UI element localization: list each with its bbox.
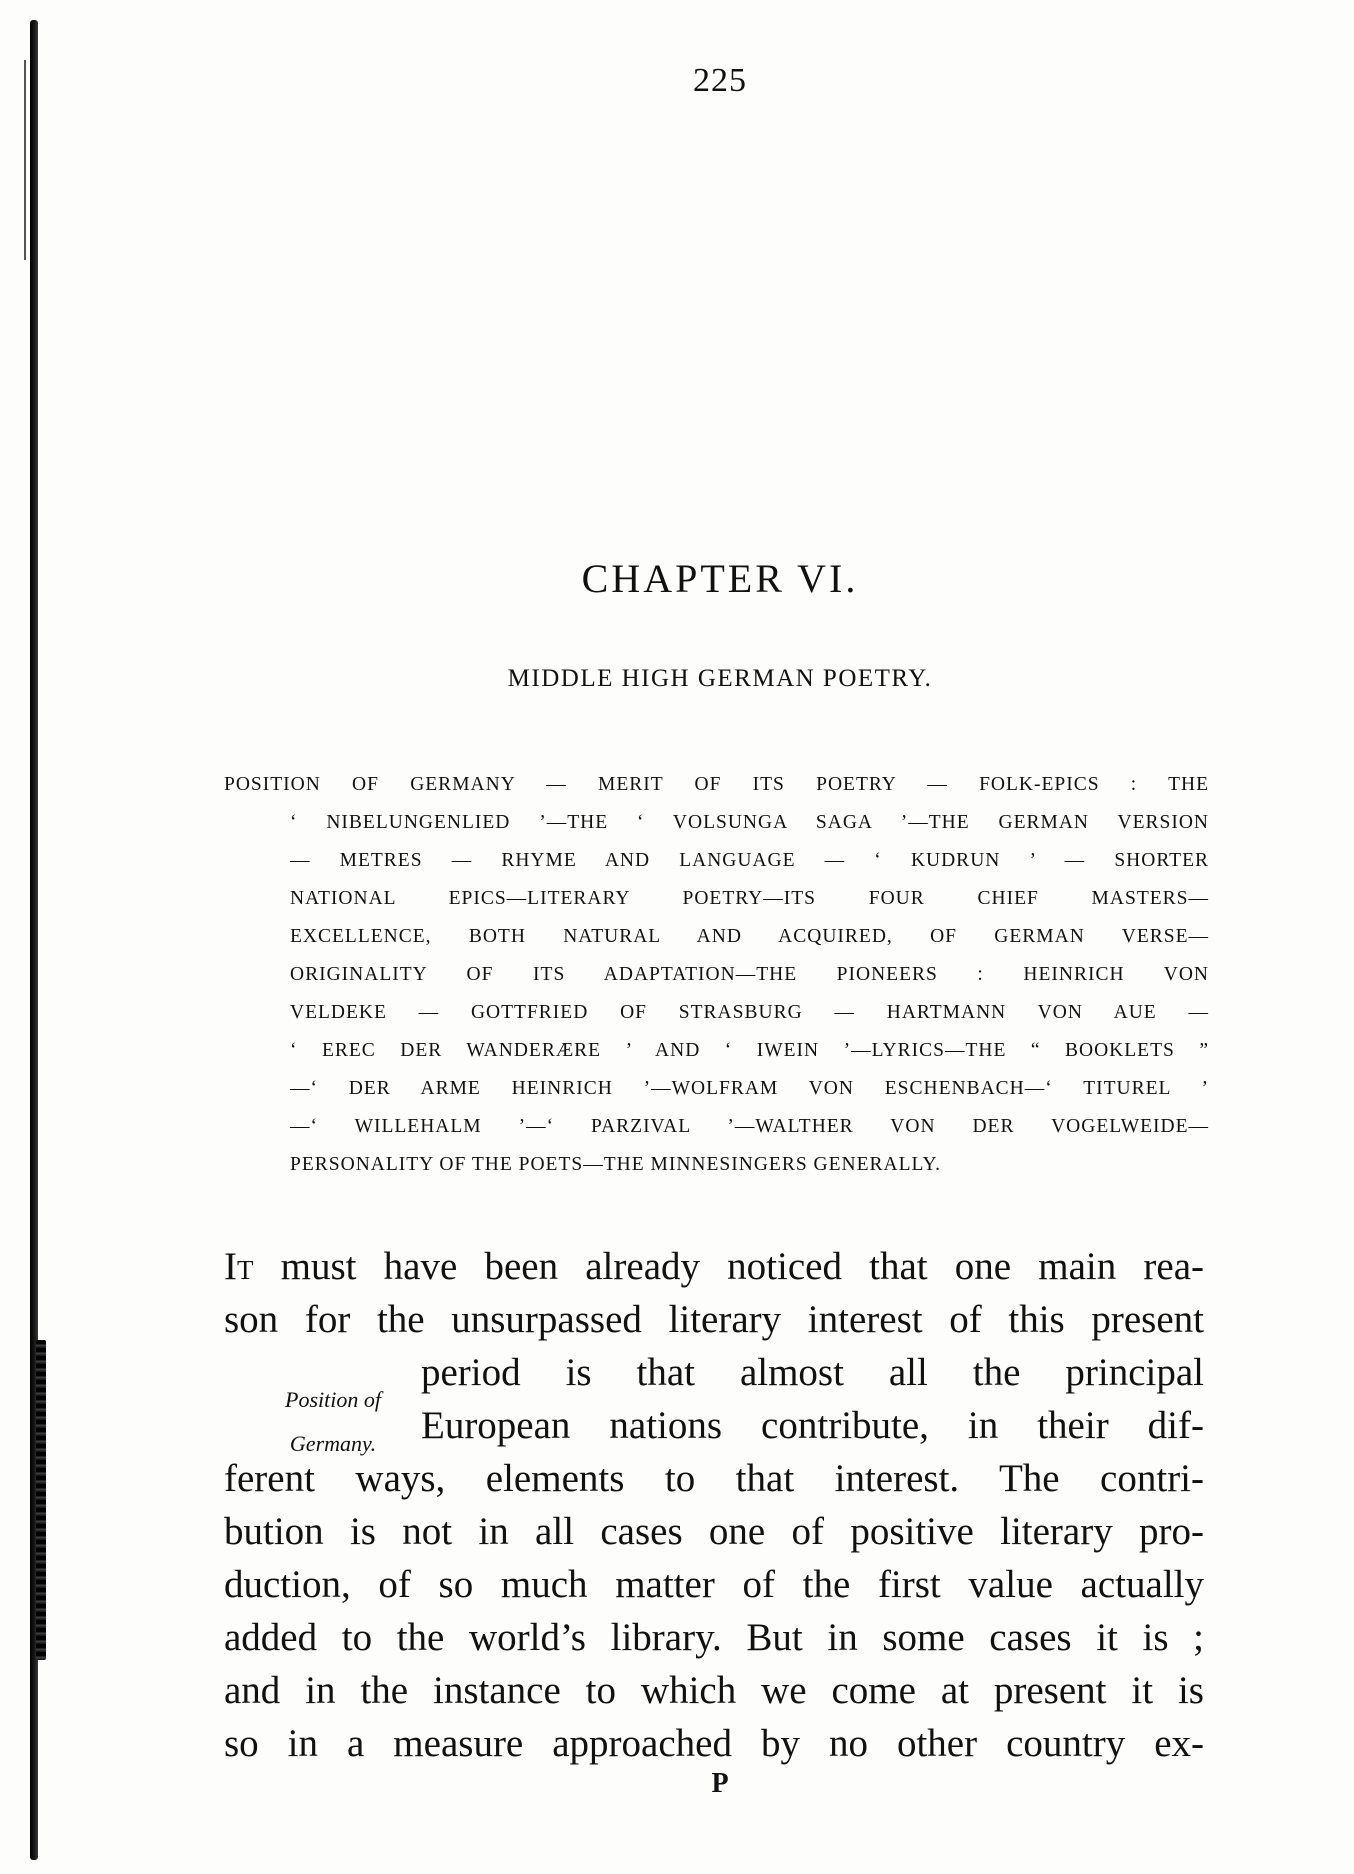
synopsis-line: ORIGINALITY OF ITS ADAPTATION—THE PIONEERS : HEINRICH VON [290, 964, 1209, 985]
synopsis-line: POSITION OF GERMANY — MERIT OF ITS POETRY — FOLK-EPICS : THE [224, 774, 1209, 795]
body-line: ferent ways, elements to that interest. The contri- [224, 1457, 1204, 1500]
chapter-title: CHAPTER VI. [581, 556, 859, 601]
binding-edge-mark [36, 1340, 46, 1660]
body-line: bution is not in all cases one of positive literary pro- [224, 1510, 1204, 1553]
body-line: duction, of so much matter of the first value actually [224, 1563, 1204, 1606]
body-line: added to the world’s library. But in some cases it is ; [224, 1616, 1204, 1659]
opening-word: It [224, 1245, 254, 1288]
synopsis-line: ‘ EREC DER WANDERÆRE ’ AND ‘ IWEIN ’—LYRICS—THE “ BOOKLETS ” [290, 1040, 1209, 1061]
chapter-subtitle: MIDDLE HIGH GERMAN POETRY. [507, 665, 933, 692]
synopsis-line: — METRES — RHYME AND LANGUAGE — ‘ KUDRUN ’ — SHORTER [290, 850, 1209, 871]
body-line-text: must have been already noticed that one main rea- [253, 1245, 1204, 1288]
synopsis-line: ‘ NIBELUNGENLIED ’—THE ‘ VOLSUNGA SAGA ’—THE GERMAN VERSION [290, 812, 1209, 833]
margin-note-line: Germany. [289, 1431, 377, 1456]
body-line: and in the instance to which we come at present it is [224, 1669, 1204, 1712]
body-line: European nations contribute, in their dif- [421, 1404, 1204, 1447]
body-line [224, 1240, 1204, 1293]
chapter-synopsis [224, 766, 1209, 1184]
synopsis-line: —‘ DER ARME HEINRICH ’—WOLFRAM VON ESCHENBACH—‘ TITUREL ’ [290, 1078, 1209, 1099]
synopsis-line: VELDEKE — GOTTFRIED OF STRASBURG — HARTMANN VON AUE — [290, 1002, 1209, 1023]
body-paragraph [224, 1240, 1204, 1770]
synopsis-line: PERSONALITY OF THE POETS—THE MINNESINGERS GENERALLY. [290, 1154, 941, 1175]
body-line: period is that almost all the principal [421, 1351, 1204, 1394]
synopsis-line: NATIONAL EPICS—LITERARY POETRY—ITS FOUR CHIEF MASTERS— [290, 888, 1209, 909]
body-line: son for the unsurpassed literary interest of this present [224, 1298, 1204, 1341]
synopsis-line: —‘ WILLEHALM ’—‘ PARZIVAL ’—WALTHER VON DER VOGELWEIDE— [290, 1116, 1209, 1137]
body-line: so in a measure approached by no other country ex- [224, 1722, 1204, 1765]
page-number: 225 [693, 62, 747, 99]
signature-mark: P [711, 1768, 729, 1799]
margin-note-line: Position of [285, 1387, 381, 1412]
synopsis-line: EXCELLENCE, BOTH NATURAL AND ACQUIRED, OF GERMAN VERSE— [290, 926, 1209, 947]
